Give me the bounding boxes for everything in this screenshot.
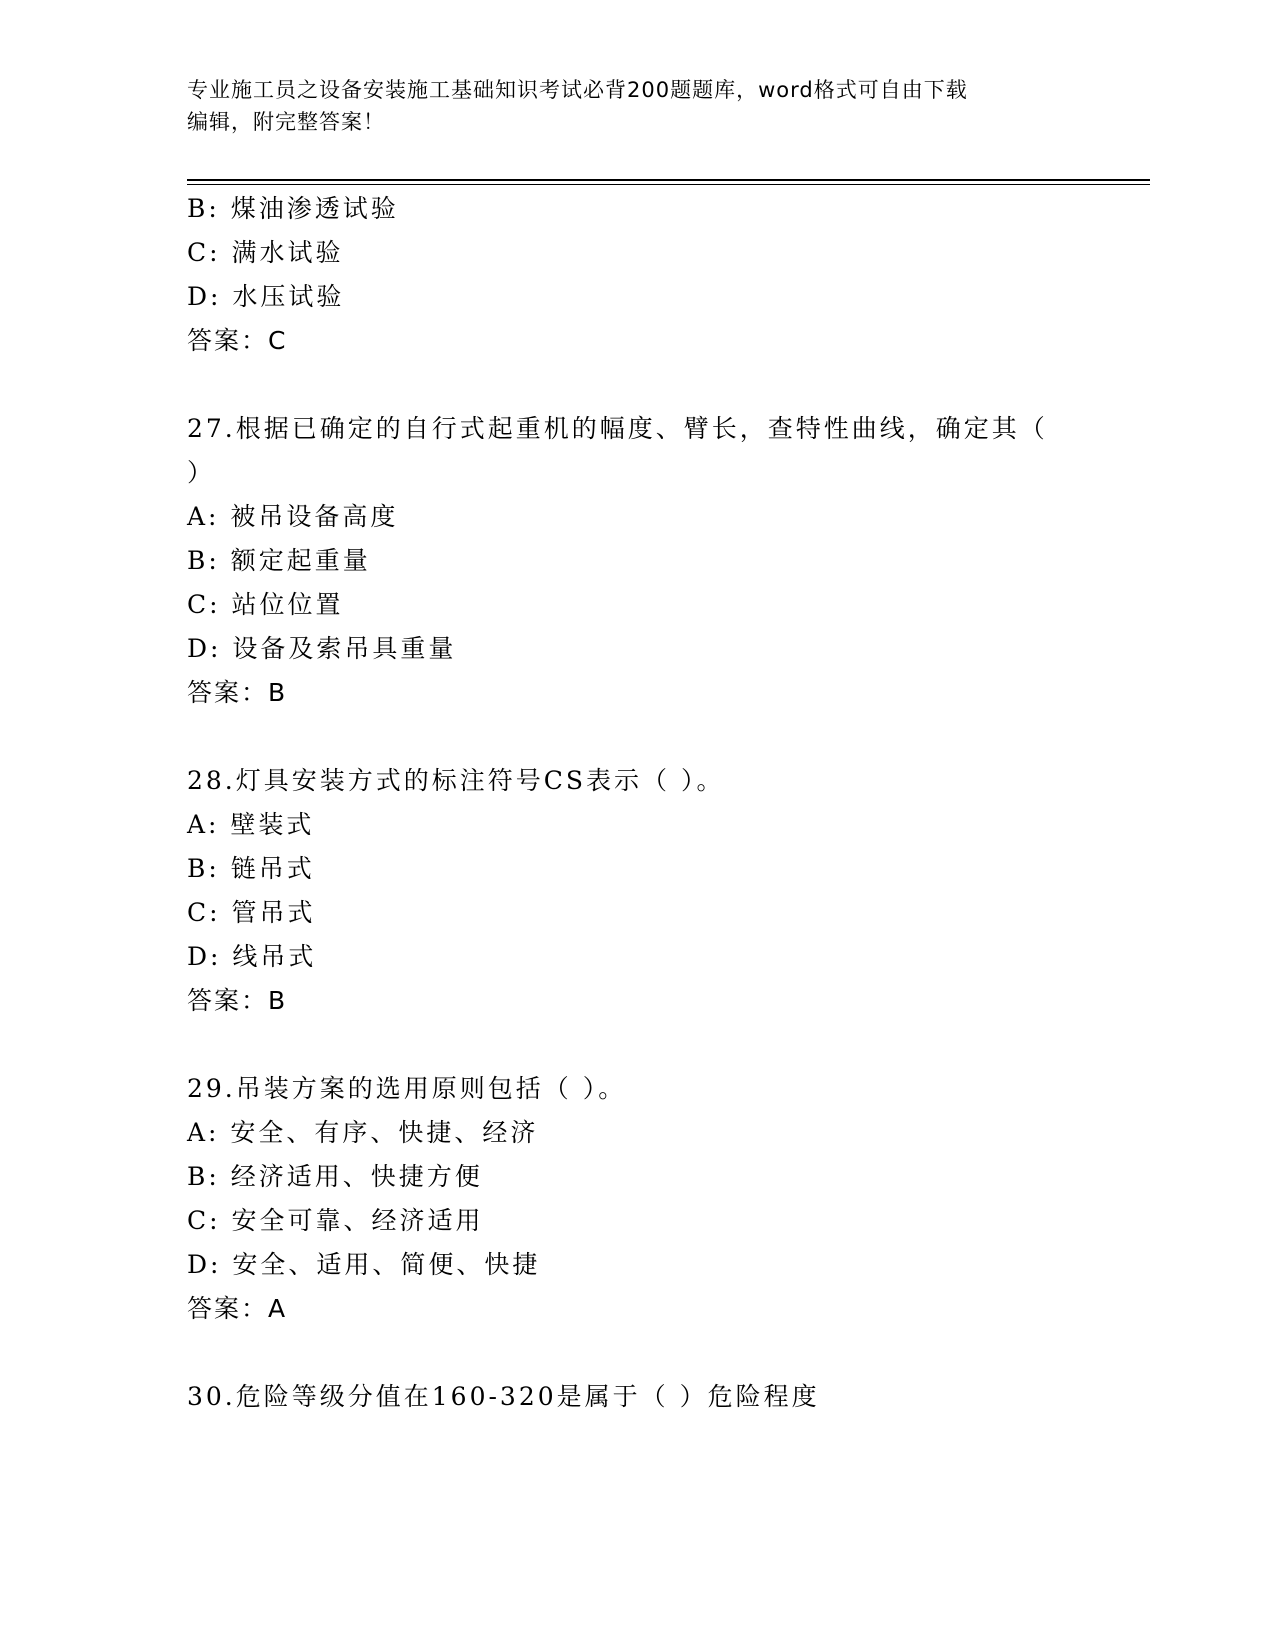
q29-option-c: C: 安全可靠、经济适用 <box>187 1206 484 1235</box>
q28-option-a: A: 壁装式 <box>187 810 315 839</box>
q26-option-d: D: 水压试验 <box>187 282 345 311</box>
header-rule-thin <box>187 184 1150 185</box>
q29-option-d: D: 安全、适用、简便、快捷 <box>187 1250 541 1279</box>
q29-option-b: B: 经济适用、快捷方便 <box>187 1162 483 1191</box>
header-title-line-1: 专业施工员之设备安装施工基础知识考试必背200题题库，word格式可自由下载 <box>187 78 968 102</box>
q28-option-b: B: 链吊式 <box>187 854 315 883</box>
q27-stem-line-1: 27.根据已确定的自行式起重机的幅度、臂长，查特性曲线，确定其（ <box>187 414 1048 443</box>
q29-stem: 29.吊装方案的选用原则包括（ ）。 <box>187 1074 627 1103</box>
q27-answer: 答案：B <box>187 678 288 707</box>
q26-option-b: B: 煤油渗透试验 <box>187 194 399 223</box>
q29-option-a: A: 安全、有序、快捷、经济 <box>187 1118 539 1147</box>
q30-stem: 30.危险等级分值在160-320是属于（ ）危险程度 <box>187 1382 820 1411</box>
q27-option-c: C: 站位位置 <box>187 590 344 619</box>
q27-option-b: B: 额定起重量 <box>187 546 371 575</box>
q26-answer: 答案：C <box>187 326 288 355</box>
q27-stem-line-2: ） <box>187 458 216 487</box>
q28-option-d: D: 线吊式 <box>187 942 317 971</box>
q26-option-c: C: 满水试验 <box>187 238 344 267</box>
header-rule-thick <box>187 179 1150 181</box>
q29-answer: 答案：A <box>187 1294 288 1323</box>
q28-option-c: C: 管吊式 <box>187 898 316 927</box>
q28-answer: 答案：B <box>187 986 288 1015</box>
document-header <box>187 74 1087 138</box>
header-title-line-2: 编辑，附完整答案！ <box>187 110 385 134</box>
q27-option-d: D: 设备及索吊具重量 <box>187 634 457 663</box>
q27-option-a: A: 被吊设备高度 <box>187 502 399 531</box>
q28-stem: 28.灯具安装方式的标注符号CS表示（ ）。 <box>187 766 725 795</box>
